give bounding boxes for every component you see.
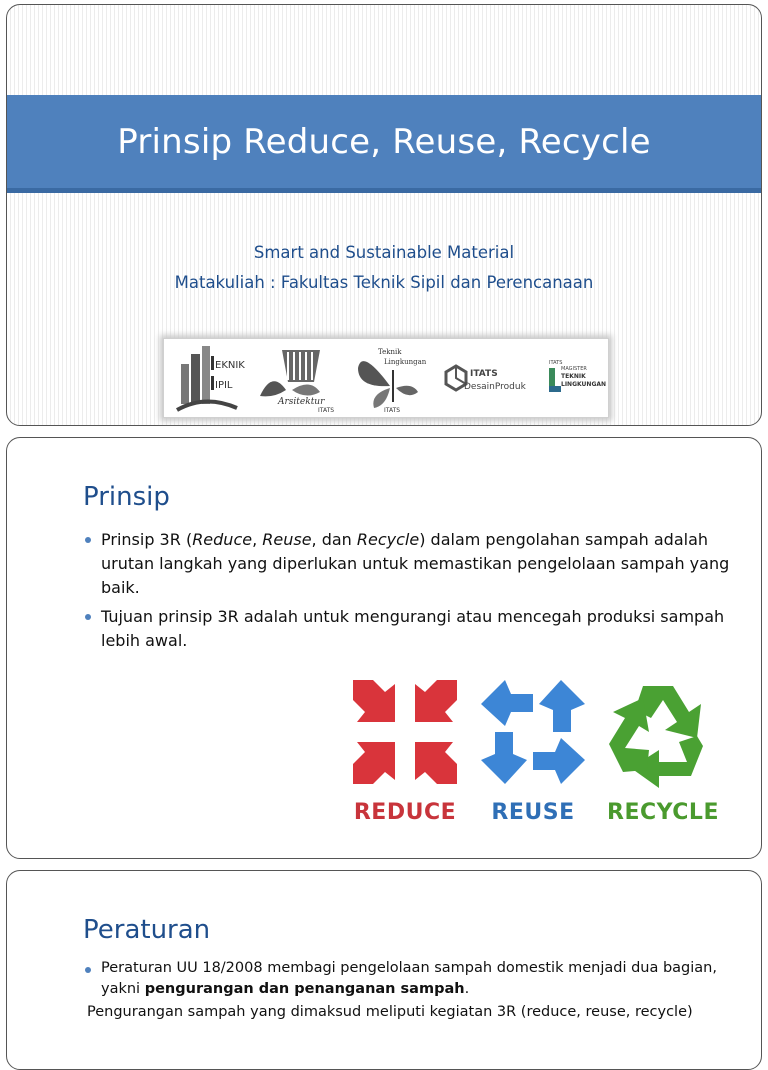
title-slide bbox=[6, 4, 762, 426]
teknik-lingkungan-logo bbox=[352, 342, 432, 414]
logo-lingkungan-line2: Lingkungan bbox=[383, 358, 427, 366]
reduce-label: REDUCE bbox=[353, 800, 457, 825]
logo-lingkungan-line1: Teknik bbox=[377, 348, 402, 356]
logo-lingkungan-itats: ITATS bbox=[383, 407, 401, 414]
title-band bbox=[7, 95, 761, 193]
logo-strip bbox=[163, 338, 609, 418]
reuse-arrows-icon bbox=[477, 676, 589, 788]
logo-magister-line3: LINGKUNGAN bbox=[560, 381, 606, 388]
reuse-graphic bbox=[477, 676, 589, 825]
logo-desain-name: DesainProduk bbox=[464, 382, 527, 392]
logo-desain-itats: ITATS bbox=[470, 369, 499, 379]
bullet-item: Tujuan prinsip 3R adalah untuk mengurangi atau mencegah produksi sampah lebih awal. bbox=[83, 605, 743, 653]
subtitle-course: Smart and Sustainable Material bbox=[253, 243, 515, 262]
logo-sipil-line2: IPIL bbox=[215, 380, 233, 391]
body-text: Pengurangan sampah yang dimaksud meliputi kegiatan 3R (reduce, reuse, recycle) bbox=[87, 1004, 693, 1020]
logo-magister-line1: MAGISTER bbox=[560, 366, 587, 372]
logo-arsitektur-name: Arsitektur bbox=[277, 397, 324, 407]
slide-title: Prinsip Reduce, Reuse, Recycle bbox=[117, 121, 651, 162]
desain-produk-logo bbox=[442, 358, 534, 398]
reuse-label: REUSE bbox=[491, 800, 575, 825]
logo-arsitektur-itats: ITATS bbox=[317, 407, 334, 414]
logo-sipil-line1: EKNIK bbox=[215, 360, 246, 371]
bullet-item: Prinsip 3R (Reduce, Reuse, dan Recycle) dalam pengolahan sampah adalah urutan langkah yang diperlukan untuk memastikan pengelolaan sampah yang baik. bbox=[83, 528, 743, 600]
bullet-item: Peraturan UU 18/2008 membagi pengelolaan sampah domestik menjadi dua bagian, yakni pengurangan dan penanganan sampah. bbox=[83, 958, 743, 1000]
recycle-label: RECYCLE bbox=[607, 800, 719, 825]
bullet-list bbox=[83, 528, 743, 658]
regulation-slide bbox=[6, 870, 762, 1070]
logo-magister-line2: TEKNIK bbox=[560, 373, 586, 380]
slide-heading: Prinsip bbox=[83, 482, 170, 512]
teknik-sipil-logo bbox=[175, 342, 246, 414]
slide-heading: Peraturan bbox=[83, 915, 211, 945]
recycle-graphic bbox=[603, 676, 723, 825]
bullet-list bbox=[83, 958, 743, 1005]
logo-magister-itats: ITATS bbox=[548, 360, 563, 366]
principle-slide bbox=[6, 437, 762, 859]
arsitektur-logo bbox=[252, 342, 342, 414]
reduce-graphic bbox=[349, 676, 461, 825]
recycle-symbol-icon bbox=[603, 676, 723, 788]
reduce-arrows-icon bbox=[349, 676, 461, 788]
subtitle-faculty: Matakuliah : Fakultas Teknik Sipil dan Perencanaan bbox=[174, 273, 594, 292]
magister-lingkungan-logo bbox=[545, 356, 606, 400]
